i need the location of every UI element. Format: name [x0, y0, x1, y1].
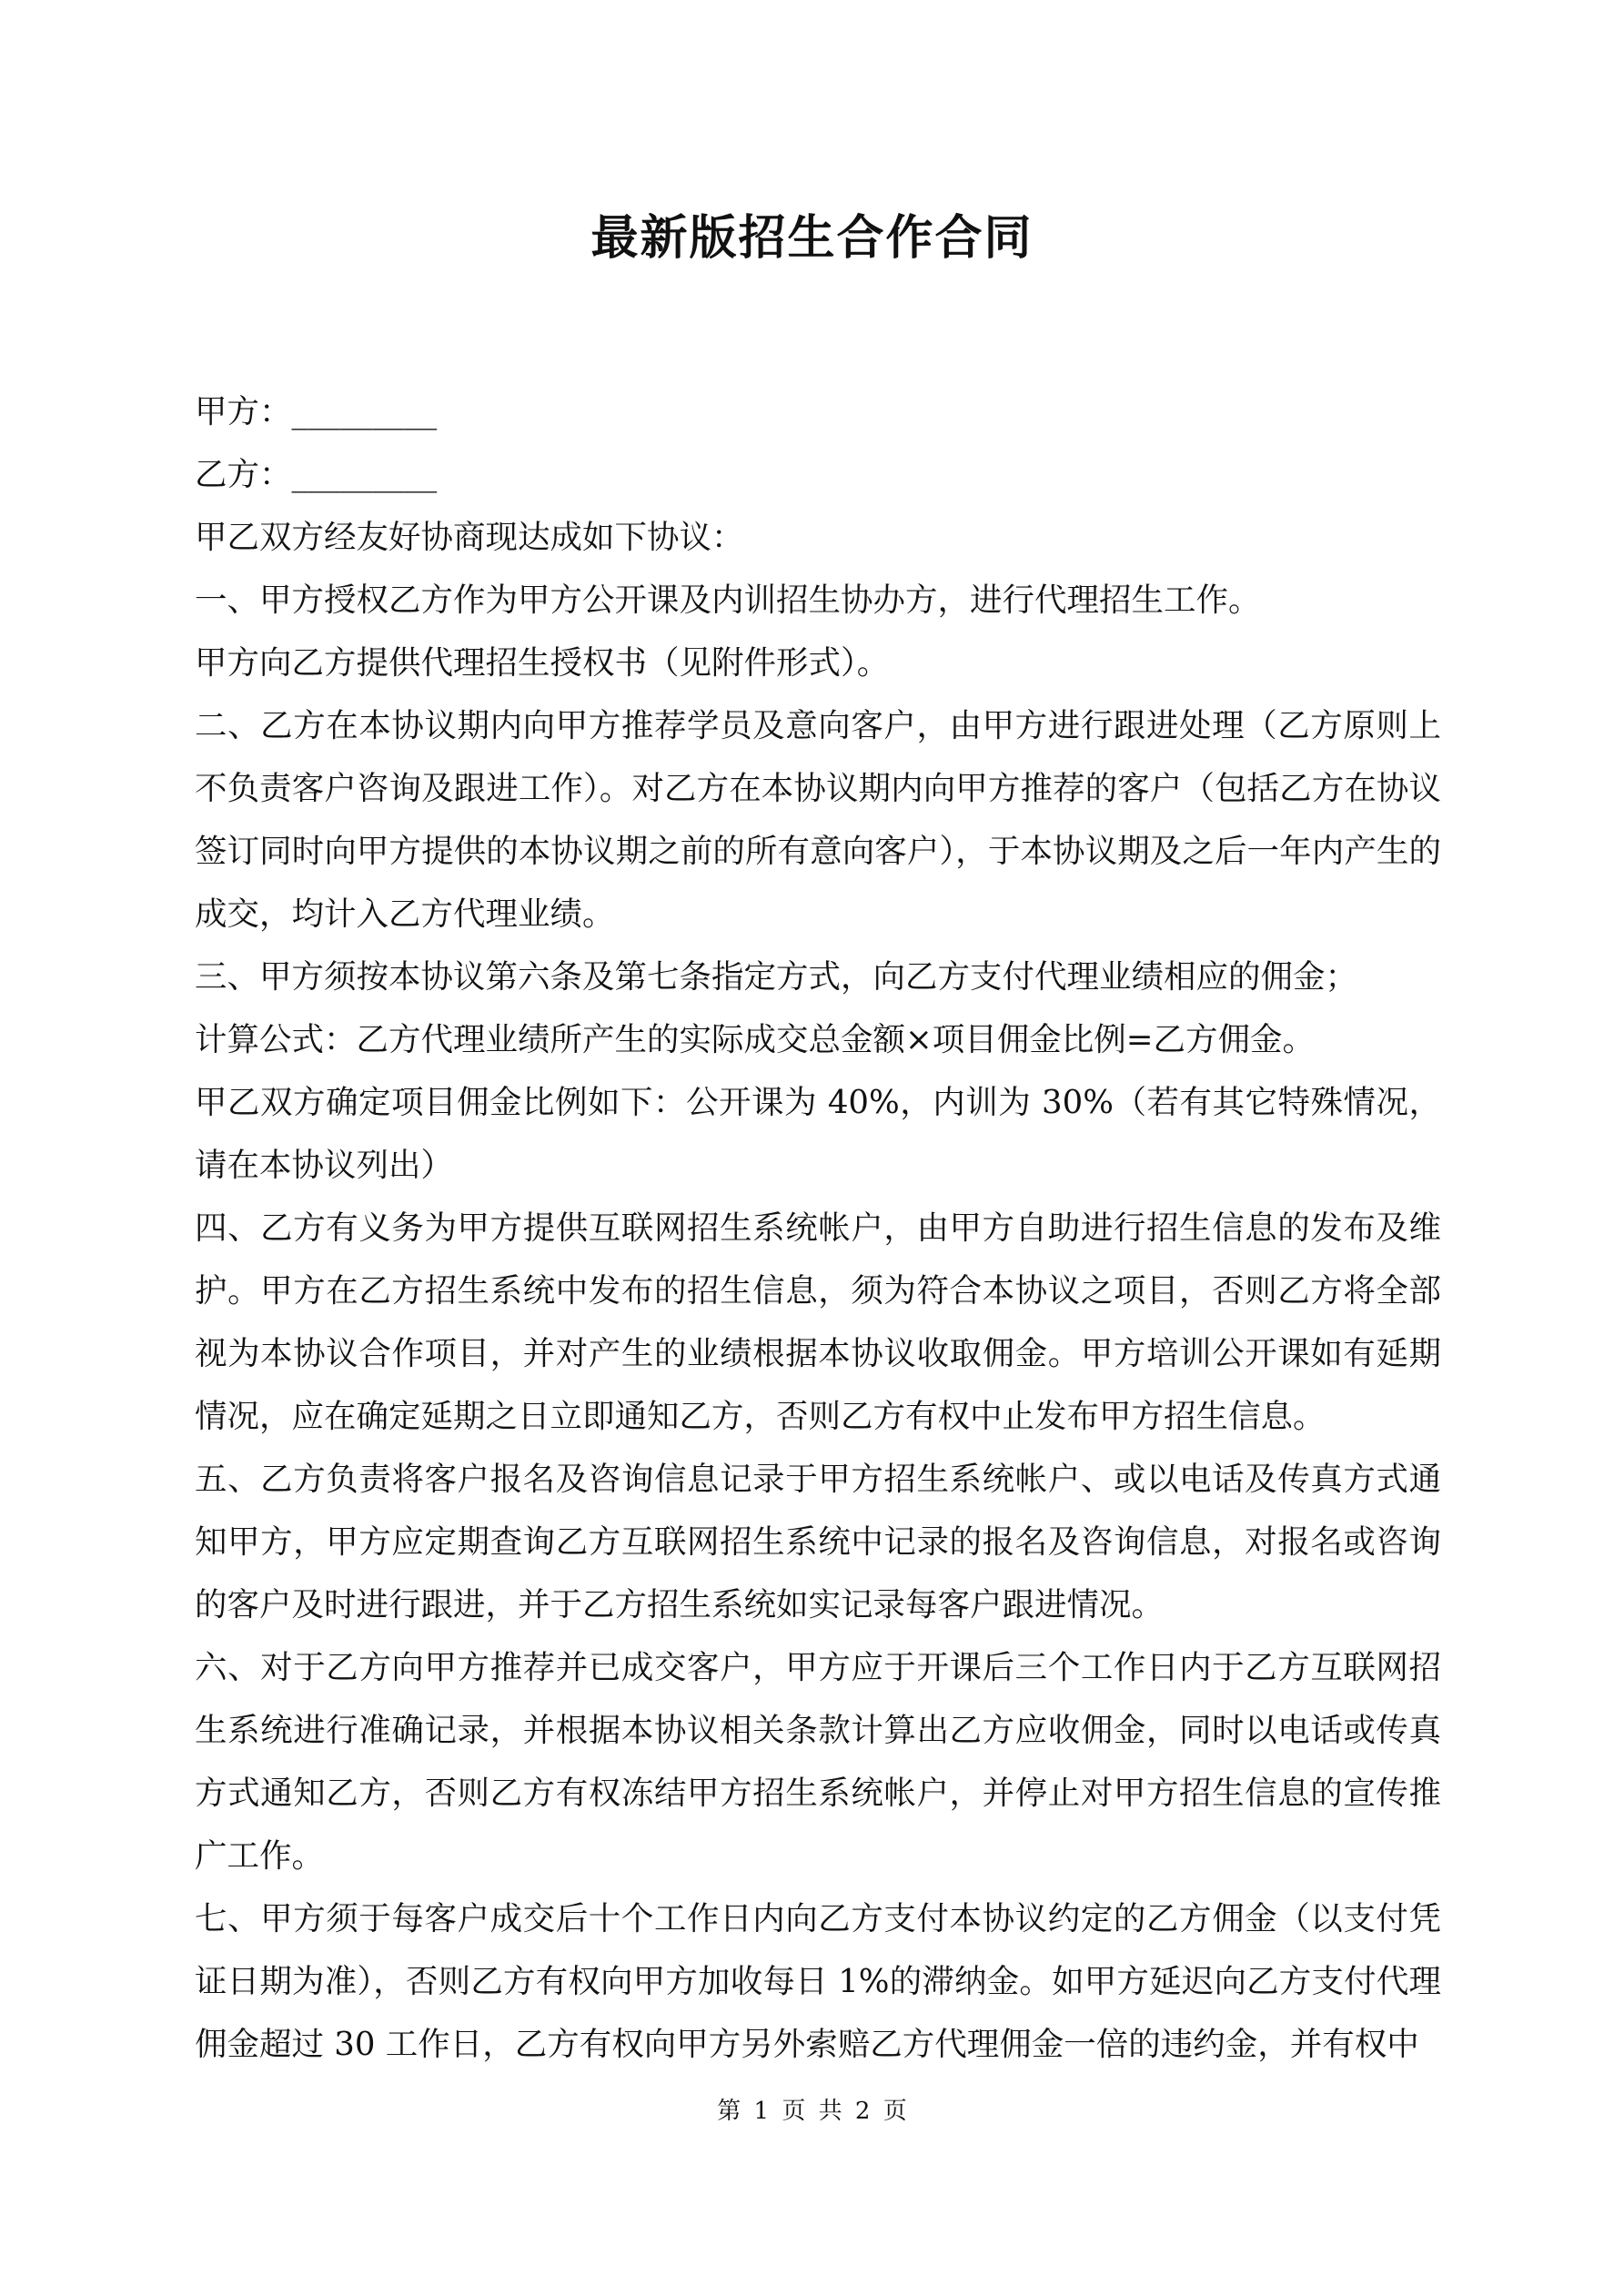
clause-7: 七、甲方须于每客户成交后十个工作日内向乙方支付本协议约定的乙方佣金（以支付凭证日期为准），否则乙方有权向甲方加收每日 1%的滞纳金。如甲方延迟向乙方支付代理佣金超过 30 工作日，乙方有权向甲方另外索赔乙方代理佣金一倍的违约金，并有权中 — [195, 1900, 1441, 2063]
clause-1: 一、甲方授权乙方作为甲方公开课及内训招生协办方，进行代理招生工作。 — [195, 582, 1261, 619]
clause-4: 四、乙方有义务为甲方提供互联网招生系统帐户，由甲方自助进行招生信息的发布及维护。甲方在乙方招生系统中发布的招生信息，须为符合本协议之项目，否则乙方将全部视为本协议合作项目，并对产生的业绩根据本协议收取佣金。甲方培训公开课如有延期情况，应在确定延期之日立即通知乙方，否则乙方有权中止发布甲方招生信息。 — [195, 1209, 1441, 1435]
clause-5: 五、乙方负责将客户报名及咨询信息记录于甲方招生系统帐户、或以电话及传真方式通知甲方，甲方应定期查询乙方互联网招生系统中记录的报名及咨询信息，对报名或咨询的客户及时进行跟进，并于乙方招生系统如实记录每客户跟进情况。 — [195, 1461, 1441, 1623]
clause-3-rates: 甲乙双方确定项目佣金比例如下：公开课为 40%，内训为 30%（若有其它特殊情况，请在本协议列出） — [195, 1084, 1441, 1184]
clause-3: 三、甲方须按本协议第六条及第七条指定方式，向乙方支付代理业绩相应的佣金； — [195, 958, 1358, 996]
party-a-line: 甲方：_________ — [195, 393, 438, 430]
clause-3-formula: 计算公式：乙方代理业绩所产生的实际成交总金额×项目佣金比例=乙方佣金。 — [195, 1021, 1315, 1058]
page-footer: 第 1 页 共 2 页 — [717, 2098, 907, 2125]
clause-6: 六、对于乙方向甲方推荐并已成交客户，甲方应于开课后三个工作日内于乙方互联网招生系统进行准确记录，并根据本协议相关条款计算出乙方应收佣金，同时以电话或传真方式通知乙方，否则乙方有权冻结甲方招生系统帐户，并停止对甲方招生信息的宣传推广工作。 — [195, 1649, 1441, 1875]
clause-1-note: 甲方向乙方提供代理招生授权书（见附件形式）。 — [195, 644, 890, 682]
party-b-line: 乙方：_________ — [195, 456, 438, 493]
document-body — [195, 380, 1441, 2076]
clause-2: 二、乙方在本协议期内向甲方推荐学员及意向客户，由甲方进行跟进处理（乙方原则上不负责客户咨询及跟进工作）。对乙方在本协议期内向甲方推荐的客户（包括乙方在协议签订同时向甲方提供的本协议期之前的所有意向客户），于本协议期及之后一年内产生的成交，均计入乙方代理业绩。 — [195, 707, 1441, 933]
document-title: 最新版招生合作合同 — [590, 210, 1034, 266]
agreement-intro: 甲乙双方经友好协商现达成如下协议： — [195, 519, 744, 556]
